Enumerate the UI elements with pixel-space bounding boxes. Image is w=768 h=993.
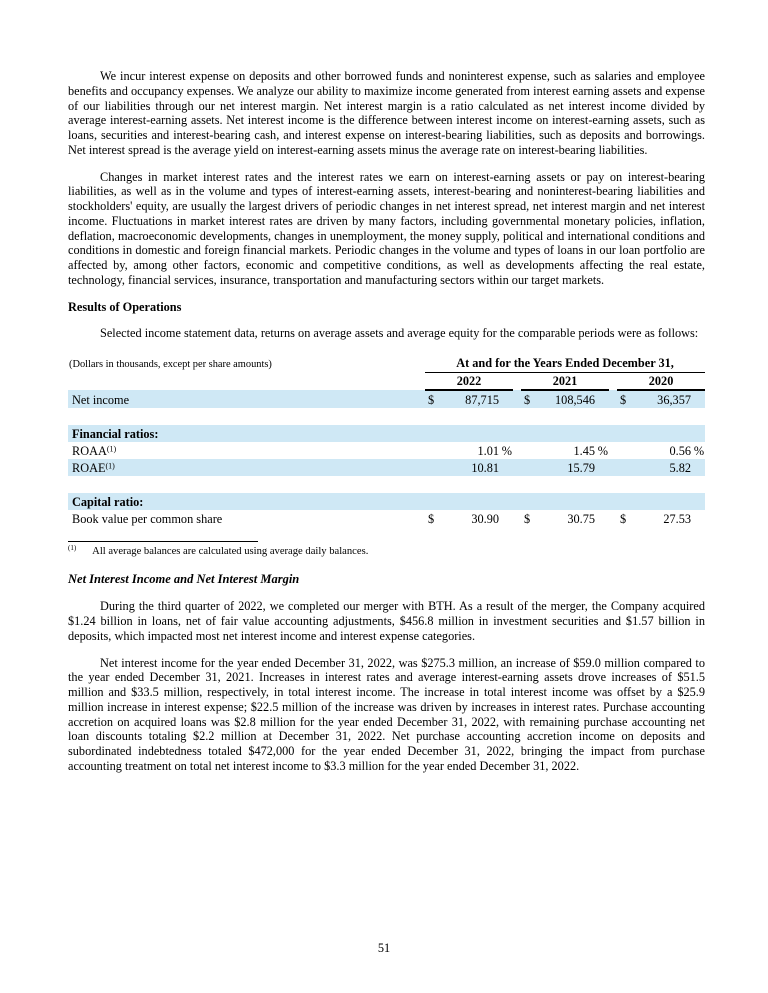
percent-sign: % (693, 443, 705, 458)
roaa-2021-value: 1.45 (573, 443, 595, 458)
roaa-2022-value: 1.01 (477, 443, 499, 458)
dollar-sign: $ (620, 511, 627, 526)
results-of-operations-heading: Results of Operations (68, 299, 182, 314)
footnote-reference: (1) (105, 461, 115, 471)
net-income-row (68, 390, 705, 408)
footnote-marker: (1) (68, 544, 77, 553)
year-2021-header: 2021 (521, 372, 609, 390)
capital-ratio-heading: Capital ratio: (68, 493, 705, 510)
financial-ratios-section-row (68, 425, 705, 442)
percent-sign: % (597, 443, 608, 458)
roaa-2020-value: 0.56 (669, 443, 691, 458)
book-value-2021-value: 30.75 (567, 511, 595, 526)
roae-2021-value: 15.79 (535, 459, 595, 476)
net-interest-income-paragraph: Net interest income for the year ended December 31, 2022, was $275.3 million, an increase of $59.0 million compared to the year ended December 31, 2021. Increases in interest rates and average interest-earning assets drove increases of $51.5 million and $33.5 million, respectively, in total interest income. The increase in total interest income was offset by a $25.9 million increase in interest expense; $22.5 million of the increase was driven by increases in interest rates. Purchase accounting accretion on acquired loans was $2.8 million for the year ended December 31, 2022, with remaining purchase accounting net loan discounts totaling $2.2 million at December 31, 2022. Net purchase accounting accretion income on deposits and subordinated indebtedness totaled $472,000 for the year ended December 31, 2022, bringing the impact from purchase accounting treatment on total net interest income to $3.3 million for the year ended December 31, 2022. (68, 655, 705, 773)
market-rates-paragraph: Changes in market interest rates and the interest rates we earn on interest-earning assets or pay on interest-bearing liabilities, as well as in the volume and types of interest-earning assets, interest-bearing and noninterest-bearing liabilities and stockholders' equity, are usually the largest drivers of periodic changes in net interest spread, net interest margin and net interest income. Fluctuations in market interest rates are driven by many factors, including governmental monetary policies, inflation, deflation, macroeconomic developments, changes in unemployment, the money supply, political and international conditions and conditions in domestic and foreign financial markets. Periodic changes in the volume and types of loans in our loan portfolio are affected by, among other factors, economic and competitive conditions, as well as developments affecting the real estate, technology, financial services, insurance, transportation and manufacturing sectors within our target markets. (68, 169, 705, 287)
dollar-sign: $ (617, 390, 631, 408)
page-number: 51 (377, 941, 391, 955)
roae-row (68, 459, 705, 476)
footnote (68, 545, 705, 558)
net-income-2022-value: 87,715 (439, 390, 499, 408)
financial-ratios-heading: Financial ratios: (68, 425, 705, 442)
dollar-sign: $ (524, 511, 531, 526)
table-note-row (68, 354, 705, 372)
roae-2020-value: 5.82 (631, 459, 691, 476)
roae-label: ROAE$^{(1)}$ (68, 459, 425, 476)
net-income-2020-value: 36,357 (631, 390, 691, 408)
footnote-rule (68, 541, 258, 542)
period-header: At and for the Years Ended December 31, (425, 354, 705, 372)
years-header-row (68, 372, 705, 390)
selected-data-paragraph: Selected income statement data, returns on average assets and average equity for the comparable periods were as follows: (100, 325, 699, 340)
intro-paragraph: We incur interest expense on deposits and other borrowed funds and noninterest expense, such as salaries and employee benefits and occupancy expenses. We analyze our ability to maximize income generated from interest earning assets and expense of our liabilities through our net interest margin. Net interest margin is a ratio calculated as net interest income divided by average interest-earning assets. Net interest income is the difference between interest income on interest-earning assets, such as loans, securities and interest-bearing cash, and interest expense on interest-bearing liabilities, such as deposits and borrowings. Net interest spread is the average yield on interest-earning assets minus the average rate on interest-bearing liabilities. (68, 69, 705, 157)
spacer-row (68, 408, 705, 425)
percent-sign: % (501, 443, 512, 458)
capital-ratio-section-row (68, 493, 705, 510)
book-value-row (68, 510, 705, 527)
book-value-2022-value: 30.90 (471, 511, 499, 526)
roaa-label: ROAA$^{(1)}$ (72, 443, 117, 458)
year-2020-header: 2020 (617, 372, 705, 390)
net-interest-income-heading: Net Interest Income and Net Interest Margin (68, 572, 300, 587)
selected-financials-table (68, 354, 705, 527)
dollar-sign: $ (425, 390, 439, 408)
year-2022-header: 2022 (425, 372, 513, 390)
roae-2022-value: 10.81 (439, 459, 499, 476)
book-value-label: Book value per common share (72, 511, 223, 526)
book-value-2020-value: 27.53 (663, 511, 691, 526)
table-units-note: (Dollars in thousands, except per share amounts) (69, 358, 272, 370)
roaa-row (68, 442, 705, 459)
spacer-row (68, 476, 705, 493)
footnote-text: All average balances are calculated using average daily balances. (92, 546, 369, 558)
net-income-label: Net income (68, 390, 425, 408)
footnote-reference: (1) (106, 444, 117, 454)
merger-paragraph: During the third quarter of 2022, we completed our merger with BTH. As a result of the merger, the Company acquired $1.24 billion in loans, net of fair value accounting adjustments, $456.8 million in investment securities and $1.57 billion in deposits, which impacted most net interest income and interest expense categories. (68, 599, 705, 643)
dollar-sign: $ (521, 390, 535, 408)
net-income-2021-value: 108,546 (535, 390, 595, 408)
dollar-sign: $ (428, 511, 435, 526)
